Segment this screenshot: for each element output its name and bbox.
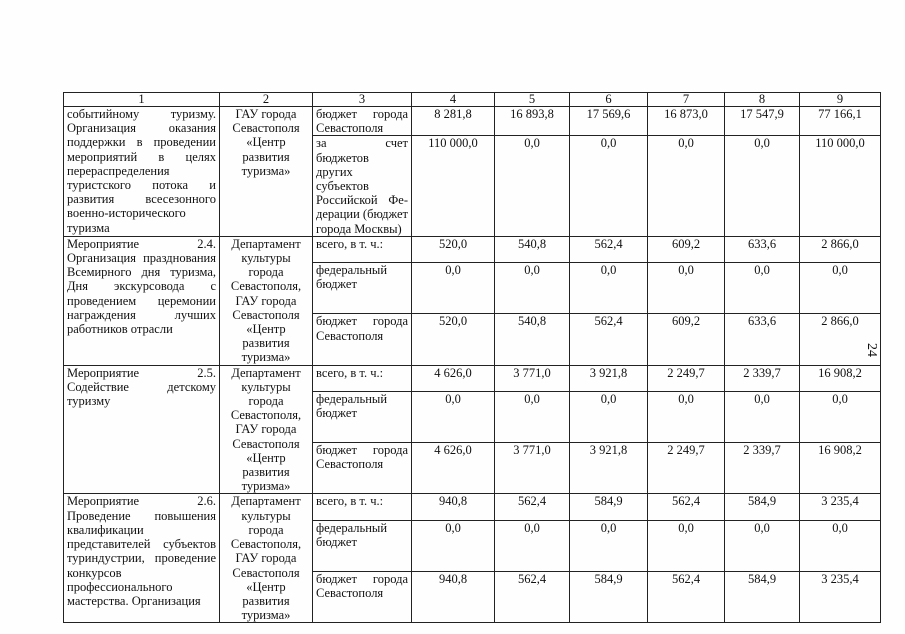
value-cell: 520,0 [412, 314, 495, 365]
funding-source-line: Севастополя [316, 457, 384, 472]
executor-cell [220, 494, 313, 623]
value-cell: 633,6 [725, 314, 800, 365]
value-cell: 3 921,8 [570, 365, 648, 391]
value-cell: 0,0 [800, 263, 881, 314]
value-cell: 77 166,1 [800, 107, 881, 136]
value-cell: 0,0 [800, 520, 881, 571]
executor-line: Севастополя [232, 307, 300, 322]
measure-name-line: военно-исторического [67, 206, 186, 221]
funding-source-line: бюджет города [316, 572, 408, 587]
value-cell: 0,0 [495, 392, 570, 443]
value-cell: 562,4 [570, 236, 648, 262]
measure-name-line: квалификации [67, 522, 144, 537]
value-cell: 0,0 [495, 136, 570, 236]
value-cell: 609,2 [648, 314, 725, 365]
value-cell: 0,0 [648, 263, 725, 314]
value-cell: 0,0 [725, 136, 800, 236]
value-cell: 16 893,8 [495, 107, 570, 136]
executor-line: туризма» [241, 350, 291, 365]
measure-name-line: награждения лучших [67, 307, 216, 322]
executor-line: Департамент [231, 236, 301, 251]
page-number: 24 [864, 343, 879, 357]
col-header-2: 2 [220, 93, 313, 107]
funding-source-cell [313, 572, 412, 623]
executor-cell [220, 365, 313, 494]
measure-name-line: Содействие детскому [67, 379, 216, 394]
funding-source-line: Российской Фе- [316, 193, 408, 208]
funding-source-line: всего, в т. ч.: [316, 494, 384, 509]
funding-source-line: города Москвы) [316, 221, 402, 236]
value-cell: 609,2 [648, 236, 725, 262]
col-header-6: 6 [570, 93, 648, 107]
measure-name-line: Проведение повышения [67, 508, 216, 523]
executor-line: культуры города [241, 508, 291, 537]
value-cell: 0,0 [412, 392, 495, 443]
value-cell: 2 339,7 [725, 443, 800, 494]
measure-name-line: туриндустрии, проведение [67, 551, 216, 566]
measure-name-line: туристского потока и [67, 178, 216, 193]
measure-name-line: событийному туризму. [67, 107, 216, 121]
executor-cell [220, 236, 313, 365]
value-cell: 3 771,0 [495, 365, 570, 391]
measure-name-line: Организация празднования [67, 251, 216, 266]
value-cell: 17 569,6 [570, 107, 648, 136]
funding-source-line: Севастополя [316, 328, 384, 343]
value-cell: 540,8 [495, 236, 570, 262]
executor-cell [220, 107, 313, 237]
value-cell: 16 908,2 [800, 443, 881, 494]
funding-source-line: федеральный [316, 392, 388, 407]
funding-source-line: бюджет города [316, 107, 408, 121]
value-cell: 3 771,0 [495, 443, 570, 494]
executor-line: ГАУ города [235, 107, 297, 121]
value-cell: 110 000,0 [800, 136, 881, 236]
executor-line: Департамент [231, 494, 301, 509]
measure-name-line: Всемирного дня туризма, [67, 265, 216, 280]
measure-name-line: проведением церемонии [67, 293, 216, 308]
measure-name-line: профессионального [67, 579, 173, 594]
funding-source-line: дерации (бюджет [316, 207, 408, 222]
value-cell: 2 866,0 [800, 314, 881, 365]
header-row [64, 93, 881, 107]
value-cell: 17 547,9 [725, 107, 800, 136]
value-cell: 520,0 [412, 236, 495, 262]
measure-name-line: Мероприятие 2.5. [67, 365, 216, 380]
measure-name-cell [64, 494, 220, 623]
executor-line: туризма» [241, 479, 291, 494]
value-cell: 0,0 [725, 392, 800, 443]
value-cell: 8 281,8 [412, 107, 495, 136]
funding-source-cell [313, 236, 412, 262]
value-cell: 0,0 [570, 520, 648, 571]
value-cell: 3 921,8 [570, 443, 648, 494]
funding-source-line: федеральный [316, 263, 388, 278]
executor-line: ГАУ города [235, 422, 297, 437]
value-cell: 584,9 [570, 494, 648, 520]
col-header-8: 8 [725, 93, 800, 107]
value-cell: 2 866,0 [800, 236, 881, 262]
funding-source-line: Севастополя [316, 586, 384, 601]
value-cell: 584,9 [725, 572, 800, 623]
executor-line: Севастополя, [230, 279, 302, 294]
value-cell: 16 873,0 [648, 107, 725, 136]
executor-line: «Центр развития [242, 579, 290, 608]
value-cell: 2 339,7 [725, 365, 800, 391]
value-cell: 562,4 [648, 572, 725, 623]
value-cell: 4 626,0 [412, 365, 495, 391]
executor-line: Севастополя, [230, 408, 302, 423]
funding-source-cell [313, 443, 412, 494]
col-header-1: 1 [64, 93, 220, 107]
measure-name-line: развития всесезонного [67, 192, 216, 207]
funding-source-line: бюджет [316, 535, 357, 550]
value-cell: 0,0 [648, 392, 725, 443]
executor-line: Департамент [231, 365, 301, 380]
funding-source-cell [313, 263, 412, 314]
funding-source-line: бюджет города [316, 314, 408, 329]
value-cell: 2 249,7 [648, 443, 725, 494]
funding-source-line: бюджет [316, 406, 357, 421]
value-cell: 940,8 [412, 572, 495, 623]
funding-source-cell [313, 314, 412, 365]
value-cell: 0,0 [800, 392, 881, 443]
measure-name-line: мастерства. Организация [67, 593, 201, 608]
measure-name-line: мероприятий в целях [67, 149, 216, 164]
funding-source-line: бюджет города [316, 443, 408, 458]
measure-name-line: перераспределения [67, 163, 170, 178]
value-cell: 562,4 [570, 314, 648, 365]
col-header-9: 9 [800, 93, 881, 107]
executor-line: «Центр развития [242, 450, 290, 480]
value-cell: 0,0 [725, 520, 800, 571]
measure-name-line: конкурсов [67, 565, 122, 580]
measure-name-cell [64, 365, 220, 494]
value-cell: 584,9 [725, 494, 800, 520]
value-cell: 16 908,2 [800, 365, 881, 391]
value-cell: 562,4 [495, 494, 570, 520]
funding-source-line: бюджет [316, 277, 357, 292]
executor-line: туризма» [241, 163, 291, 178]
value-cell: 3 235,4 [800, 494, 881, 520]
budget-table [63, 92, 881, 623]
value-cell: 0,0 [725, 263, 800, 314]
measure-name-line: Дня экскурсовода с [67, 279, 216, 294]
value-cell: 0,0 [570, 263, 648, 314]
measure-name-line: поддержки в проведении [67, 135, 216, 150]
funding-source-line: других субъектов [316, 164, 369, 194]
executor-line: ГАУ города [235, 551, 297, 566]
value-cell: 0,0 [495, 520, 570, 571]
table-row [64, 107, 881, 136]
executor-line: ГАУ города [235, 293, 297, 308]
funding-source-line: всего, в т. ч.: [316, 365, 384, 380]
funding-source-cell [313, 392, 412, 443]
value-cell: 0,0 [570, 136, 648, 236]
measure-name-line: Мероприятие 2.6. [67, 494, 216, 509]
measure-name-line: туризму [67, 394, 111, 409]
value-cell: 0,0 [648, 520, 725, 571]
table-row [64, 365, 881, 391]
value-cell: 940,8 [412, 494, 495, 520]
funding-source-line: всего, в т. ч.: [316, 236, 384, 251]
value-cell: 633,6 [725, 236, 800, 262]
funding-source-cell [313, 520, 412, 571]
executor-line: туризма» [241, 608, 291, 623]
measure-name-line: Организация оказания [67, 121, 216, 136]
measure-name-line: представителей субъектов [67, 537, 216, 552]
funding-source-cell [313, 107, 412, 136]
measure-name-line: работников отрасли [67, 322, 173, 337]
funding-source-cell [313, 136, 412, 236]
col-header-3: 3 [313, 93, 412, 107]
col-header-5: 5 [495, 93, 570, 107]
value-cell: 540,8 [495, 314, 570, 365]
executor-line: «Центр развития [242, 322, 290, 351]
value-cell: 2 249,7 [648, 365, 725, 391]
funding-source-cell [313, 365, 412, 391]
executor-line: Севастополя [232, 121, 300, 136]
col-header-4: 4 [412, 93, 495, 107]
funding-source-line: федеральный [316, 520, 388, 535]
measure-name-line: Мероприятие 2.4. [67, 236, 216, 251]
value-cell: 0,0 [648, 136, 725, 236]
executor-line: Севастополя, [230, 537, 302, 552]
funding-source-line: за счет бюджетов [316, 136, 408, 165]
value-cell: 0,0 [412, 520, 495, 571]
table-body [64, 93, 881, 623]
funding-source-line: Севастополя [316, 121, 384, 136]
table-row [64, 236, 881, 262]
value-cell: 0,0 [495, 263, 570, 314]
value-cell: 562,4 [495, 572, 570, 623]
value-cell: 0,0 [570, 392, 648, 443]
executor-line: культуры города [241, 379, 291, 409]
value-cell: 562,4 [648, 494, 725, 520]
value-cell: 584,9 [570, 572, 648, 623]
value-cell: 0,0 [412, 263, 495, 314]
value-cell: 3 235,4 [800, 572, 881, 623]
value-cell: 4 626,0 [412, 443, 495, 494]
value-cell: 110 000,0 [412, 136, 495, 236]
col-header-7: 7 [648, 93, 725, 107]
executor-line: Севастополя [232, 565, 300, 580]
executor-line: Севастополя [232, 436, 300, 451]
measure-name-cell [64, 107, 220, 237]
funding-source-cell [313, 494, 412, 520]
executor-line: культуры города [241, 251, 291, 280]
executor-line: «Центр развития [242, 135, 290, 164]
table-row [64, 494, 881, 520]
measure-name-line: туризма [67, 220, 110, 235]
measure-name-cell [64, 236, 220, 365]
